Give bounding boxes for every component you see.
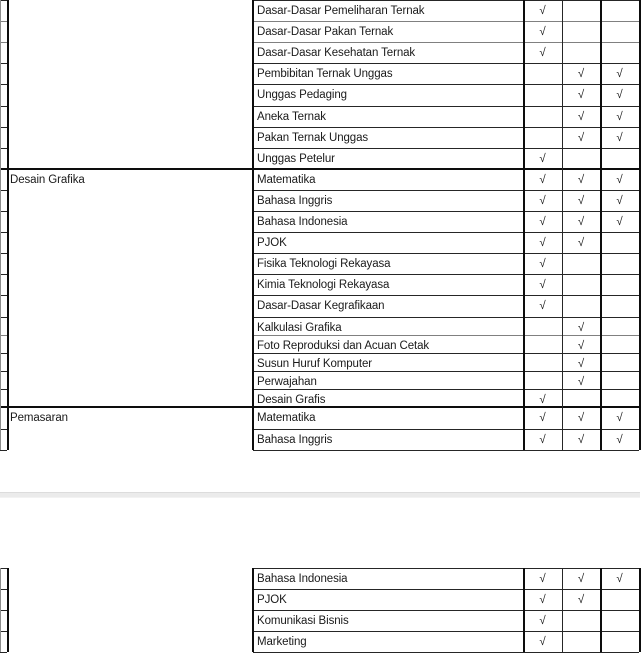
- subject-name-label: Kimia Teknologi Rekayasa: [257, 279, 390, 291]
- checkmark-icon: √: [577, 237, 585, 249]
- checkmark-icon: √: [539, 594, 546, 606]
- subject-name-label: Kalkulasi Grafika: [257, 322, 342, 334]
- grid-rule-horizontal: [0, 371, 7, 372]
- grid-rule-horizontal: [0, 42, 7, 43]
- grid-rule-horizontal: [253, 0, 639, 1]
- grid-rule-vertical: [562, 0, 563, 450]
- checkmark-icon: √: [539, 412, 546, 424]
- grid-rule-horizontal: [253, 589, 639, 590]
- grid-rule-vertical: [0, 0, 1, 450]
- grid-rule-vertical: [0, 568, 1, 652]
- grid-rule-horizontal: [0, 168, 640, 170]
- grid-rule-horizontal: [0, 190, 7, 191]
- checkmark-icon: √: [577, 174, 585, 186]
- checkmark-icon: √: [577, 111, 585, 123]
- grid-rule-vertical: [523, 568, 525, 652]
- subject-name-label: Bahasa Indonesia: [257, 573, 348, 585]
- subject-name-label: Fisika Teknologi Rekayasa: [257, 258, 391, 270]
- checkmark-icon: √: [539, 258, 546, 270]
- checkmark-icon: √: [577, 573, 585, 585]
- grid-rule-horizontal: [0, 106, 7, 107]
- checkmark-icon: √: [539, 195, 546, 207]
- checkmark-icon: √: [616, 412, 623, 424]
- grid-rule-horizontal: [253, 335, 639, 336]
- checkmark-icon: √: [616, 174, 623, 186]
- checkmark-icon: √: [577, 340, 585, 352]
- page-break-line-bottom: [0, 497, 640, 498]
- grid-rule-horizontal: [253, 232, 639, 233]
- grid-rule-horizontal: [0, 335, 7, 336]
- grid-rule-horizontal: [0, 406, 640, 408]
- grid-rule-horizontal: [0, 21, 7, 22]
- grid-rule-horizontal: [0, 63, 7, 64]
- grid-rule-horizontal: [253, 253, 639, 254]
- grid-rule-horizontal: [0, 127, 7, 128]
- checkmark-icon: √: [539, 636, 546, 648]
- grid-rule-vertical: [7, 0, 9, 450]
- grid-rule-vertical: [252, 0, 254, 450]
- grid-rule-horizontal: [253, 274, 639, 275]
- subject-name-label: Foto Reproduksi dan Acuan Cetak: [257, 340, 430, 352]
- checkmark-icon: √: [616, 216, 623, 228]
- checkmark-icon: √: [616, 573, 623, 585]
- grid-rule-horizontal: [253, 127, 639, 128]
- checkmark-icon: √: [539, 47, 546, 59]
- subject-name-label: Matematika: [257, 412, 316, 424]
- subject-name-label: Pembibitan Ternak Unggas: [257, 68, 393, 80]
- checkmark-icon: √: [616, 434, 623, 446]
- grid-rule-horizontal: [253, 21, 639, 22]
- grid-rule-horizontal: [253, 317, 639, 318]
- checkmark-icon: √: [539, 300, 546, 312]
- subject-name-label: Unggas Petelur: [257, 153, 335, 165]
- grid-rule-horizontal: [0, 317, 7, 318]
- subject-name-label: Dasar-Dasar Kegrafikaan: [257, 300, 385, 312]
- grid-rule-horizontal: [253, 631, 639, 632]
- grid-rule-horizontal: [253, 106, 639, 107]
- program-name-label: Desain Grafika: [10, 174, 85, 186]
- checkmark-icon: √: [577, 89, 585, 101]
- checkmark-icon: √: [539, 153, 546, 165]
- grid-rule-horizontal: [0, 589, 7, 590]
- checkmark-icon: √: [577, 412, 585, 424]
- checkmark-icon: √: [539, 237, 546, 249]
- grid-rule-vertical: [600, 568, 602, 652]
- grid-rule-vertical: [7, 568, 9, 652]
- checkmark-icon: √: [577, 132, 585, 144]
- grid-rule-vertical: [252, 568, 254, 652]
- checkmark-icon: √: [577, 68, 585, 80]
- checkmark-icon: √: [577, 195, 585, 207]
- grid-rule-horizontal: [0, 295, 7, 296]
- subject-name-label: Komunikasi Bisnis: [257, 615, 349, 627]
- checkmark-icon: √: [577, 322, 585, 334]
- grid-rule-horizontal: [253, 652, 639, 653]
- subject-name-label: Desain Grafis: [257, 394, 326, 406]
- subject-name-label: Aneka Ternak: [257, 111, 326, 123]
- checkmark-icon: √: [577, 358, 585, 370]
- grid-rule-vertical: [523, 0, 525, 450]
- grid-rule-horizontal: [0, 232, 7, 233]
- subject-name-label: Matematika: [257, 174, 316, 186]
- subject-name-label: Marketing: [257, 636, 307, 648]
- grid-rule-horizontal: [0, 429, 7, 430]
- subject-name-label: Dasar-Dasar Pemeliharan Ternak: [257, 5, 425, 17]
- checkmark-icon: √: [539, 394, 546, 406]
- subject-name-label: Bahasa Inggris: [257, 434, 333, 446]
- subject-name-label: Dasar-Dasar Kesehatan Ternak: [257, 47, 416, 59]
- grid-rule-horizontal: [0, 253, 7, 254]
- grid-rule-horizontal: [253, 371, 639, 372]
- checkmark-icon: √: [539, 5, 546, 17]
- checkmark-icon: √: [539, 573, 546, 585]
- checkmark-icon: √: [577, 376, 585, 388]
- checkmark-icon: √: [616, 89, 623, 101]
- grid-rule-horizontal: [0, 631, 7, 632]
- curriculum-table-lower: [0, 568, 640, 654]
- checkmark-icon: √: [539, 279, 546, 291]
- grid-rule-horizontal: [0, 389, 7, 390]
- grid-rule-horizontal: [0, 211, 7, 212]
- checkmark-icon: √: [616, 132, 623, 144]
- grid-rule-horizontal: [253, 42, 639, 43]
- checkmark-icon: √: [577, 594, 585, 606]
- grid-rule-horizontal: [0, 610, 7, 611]
- checkmark-icon: √: [539, 434, 546, 446]
- grid-rule-horizontal: [0, 0, 7, 1]
- subject-name-label: Dasar-Dasar Pakan Ternak: [257, 26, 394, 38]
- subject-name-label: Bahasa Indonesia: [257, 216, 348, 228]
- checkmark-icon: √: [539, 615, 546, 627]
- checkmark-icon: √: [539, 216, 546, 228]
- grid-rule-horizontal: [0, 274, 7, 275]
- grid-rule-horizontal: [253, 295, 639, 296]
- grid-rule-horizontal: [253, 450, 639, 451]
- grid-rule-horizontal: [253, 610, 639, 611]
- subject-name-label: Unggas Pedaging: [257, 89, 347, 101]
- checkmark-icon: √: [539, 26, 546, 38]
- grid-rule-horizontal: [253, 84, 639, 85]
- checkmark-icon: √: [616, 111, 623, 123]
- grid-rule-horizontal: [253, 353, 639, 354]
- subject-name-label: PJOK: [257, 237, 287, 249]
- grid-rule-vertical: [600, 0, 602, 450]
- grid-rule-horizontal: [0, 84, 7, 85]
- checkmark-icon: √: [616, 68, 623, 80]
- checkmark-icon: √: [577, 434, 585, 446]
- grid-rule-horizontal: [0, 652, 7, 653]
- subject-name-label: Perwajahan: [257, 376, 317, 388]
- grid-rule-horizontal: [253, 568, 639, 569]
- checkmark-icon: √: [577, 216, 585, 228]
- grid-rule-horizontal: [253, 148, 639, 149]
- subject-name-label: Susun Huruf Komputer: [257, 358, 372, 370]
- subject-name-label: Pakan Ternak Unggas: [257, 132, 369, 144]
- grid-rule-vertical: [562, 568, 563, 652]
- grid-rule-horizontal: [0, 148, 7, 149]
- grid-rule-horizontal: [253, 63, 639, 64]
- subject-name-label: PJOK: [257, 594, 287, 606]
- grid-rule-horizontal: [0, 568, 7, 569]
- grid-rule-horizontal: [253, 429, 639, 430]
- grid-rule-horizontal: [0, 353, 7, 354]
- program-name-label: Pemasaran: [10, 412, 68, 424]
- checkmark-icon: √: [539, 174, 546, 186]
- grid-rule-horizontal: [253, 211, 639, 212]
- grid-rule-horizontal: [253, 389, 639, 390]
- grid-rule-horizontal: [253, 190, 639, 191]
- checkmark-icon: √: [616, 195, 623, 207]
- grid-rule-horizontal: [0, 450, 7, 451]
- subject-name-label: Bahasa Inggris: [257, 195, 333, 207]
